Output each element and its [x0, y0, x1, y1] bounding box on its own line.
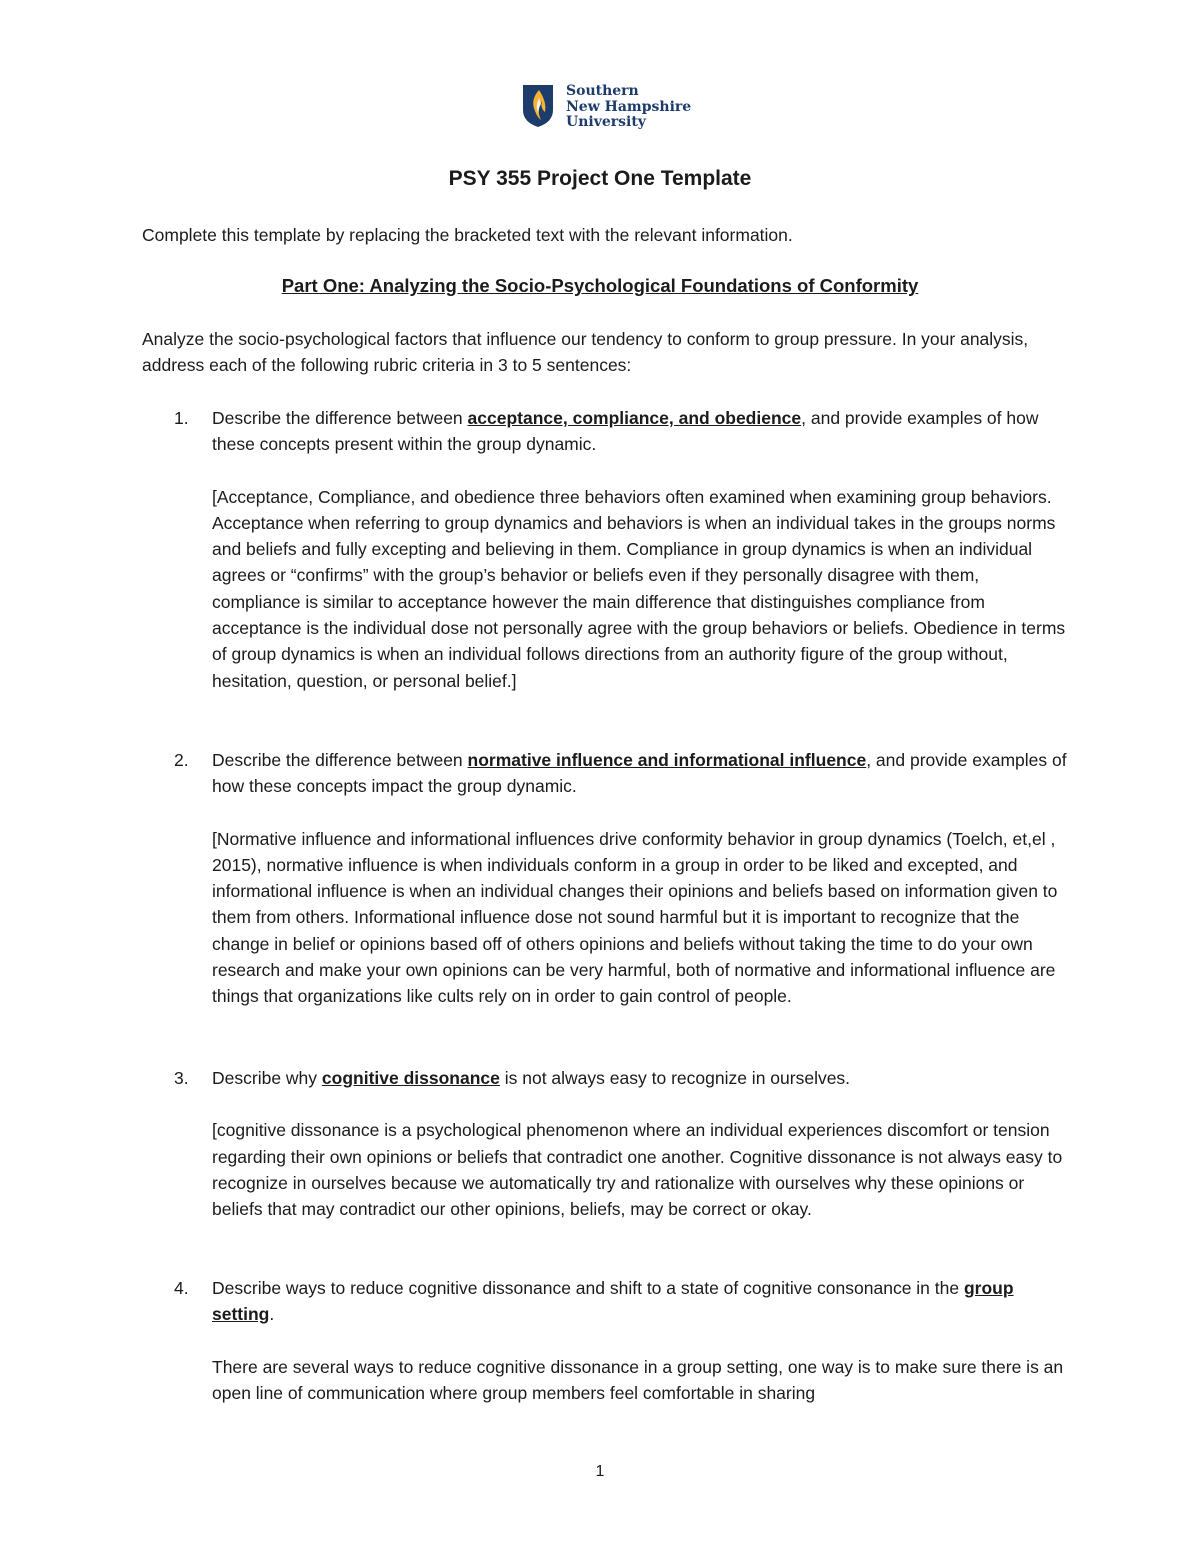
question-text: Describe the difference between normative influence and informational influence, and provide examples of how these concepts impact the group dynamic.: [212, 750, 1067, 797]
part-heading: Part One: Analyzing the Socio-Psychological Foundations of Conformity: [281, 275, 919, 296]
question-4: [142, 1275, 1072, 1406]
logo-line-1: Southern: [566, 83, 639, 99]
key-term: cognitive dissonance: [321, 1068, 500, 1088]
document-title: PSY 355 Project One Template: [448, 167, 752, 190]
key-term: acceptance, compliance, and obedience: [467, 408, 802, 428]
question-1: [142, 405, 1072, 694]
question-number: 2.: [174, 750, 189, 770]
question-3: [142, 1065, 1072, 1222]
logo-line-2: New Hampshire: [566, 98, 692, 115]
key-term: normative influence and informational influence: [467, 750, 867, 770]
flame-shield-icon: [522, 84, 554, 128]
question-text: Describe the difference between acceptance, compliance, and obedience, and provide examples of how these concepts present within the group dynamic.: [212, 408, 1039, 455]
answer-text: There are several ways to reduce cognitive dissonance in a group setting, one way is to make sure there is an open line of communication where group members feel comfortable in sharing: [212, 1356, 1064, 1403]
intro-text: Complete this template by replacing the bracketed text with the relevant information.: [142, 225, 793, 245]
university-logo: [522, 84, 692, 134]
question-number: 1.: [174, 408, 189, 428]
question-number: 3.: [174, 1068, 189, 1088]
question-text: Describe why cognitive dissonance is not always easy to recognize in ourselves.: [212, 1068, 851, 1088]
question-2: [142, 747, 1072, 1010]
analyze-instructions: Analyze the socio-psychological factors that influence our tendency to conform to group pressure. In your analysis, address each of the following rubric criteria in 3 to 5 sentences:: [142, 329, 1029, 376]
answer-text: [cognitive dissonance is a psychological phenomenon where an individual experiences discomfort or tension regarding their own opinions or beliefs that contradict one another. Cognitive dissonance is not always easy to recognize in ourselves because we automatically try and rationalize with ourselves why these opinions or beliefs that may contradict our other opinions, beliefs, may be correct or okay.: [212, 1120, 1063, 1220]
answer-text: [Acceptance, Compliance, and obedience three behaviors often examined when examining group behaviors. Acceptance when referring to group dynamics and behaviors is when an individual takes in the groups norms and beliefs and fully excepting and believing in them. Compliance in group dynamics is when an individual agrees or “confirms” with the group’s behavior or beliefs even if they personally disagree with them, compliance is similar to acceptance however the main difference that distinguishes compliance from acceptance is the individual dose not personally agree with the group behaviors or beliefs. Obedience in terms of group dynamics is when an individual follows directions from an authority figure of the group without, hesitation, question, or personal belief.]: [212, 486, 1066, 691]
question-number: 4.: [174, 1278, 189, 1298]
page-number: 1: [595, 1463, 605, 1480]
key-term: group setting: [212, 1278, 1014, 1325]
answer-text: [Normative influence and informational influences drive conformity behavior in group dynamics (Toelch, et,el , 2015), normative influence is when individuals conform in a group in order to be liked and excepted, and informational influence is when an individual changes their opinions and beliefs based on information given to them from others. Informational influence dose not sound harmful but it is important to recognize that the change in belief or opinions based off of others opinions and beliefs without taking the time to do your own research and make your own opinions can be very harmful, both of normative and informational influence are things that organizations like cults rely on in order to gain control of people.: [212, 828, 1058, 1007]
question-text: Describe ways to reduce cognitive dissonance and shift to a state of cognitive consonance in the group setting.: [212, 1278, 1014, 1325]
logo-wordmark: [566, 84, 691, 131]
logo-line-3: University: [566, 114, 646, 130]
